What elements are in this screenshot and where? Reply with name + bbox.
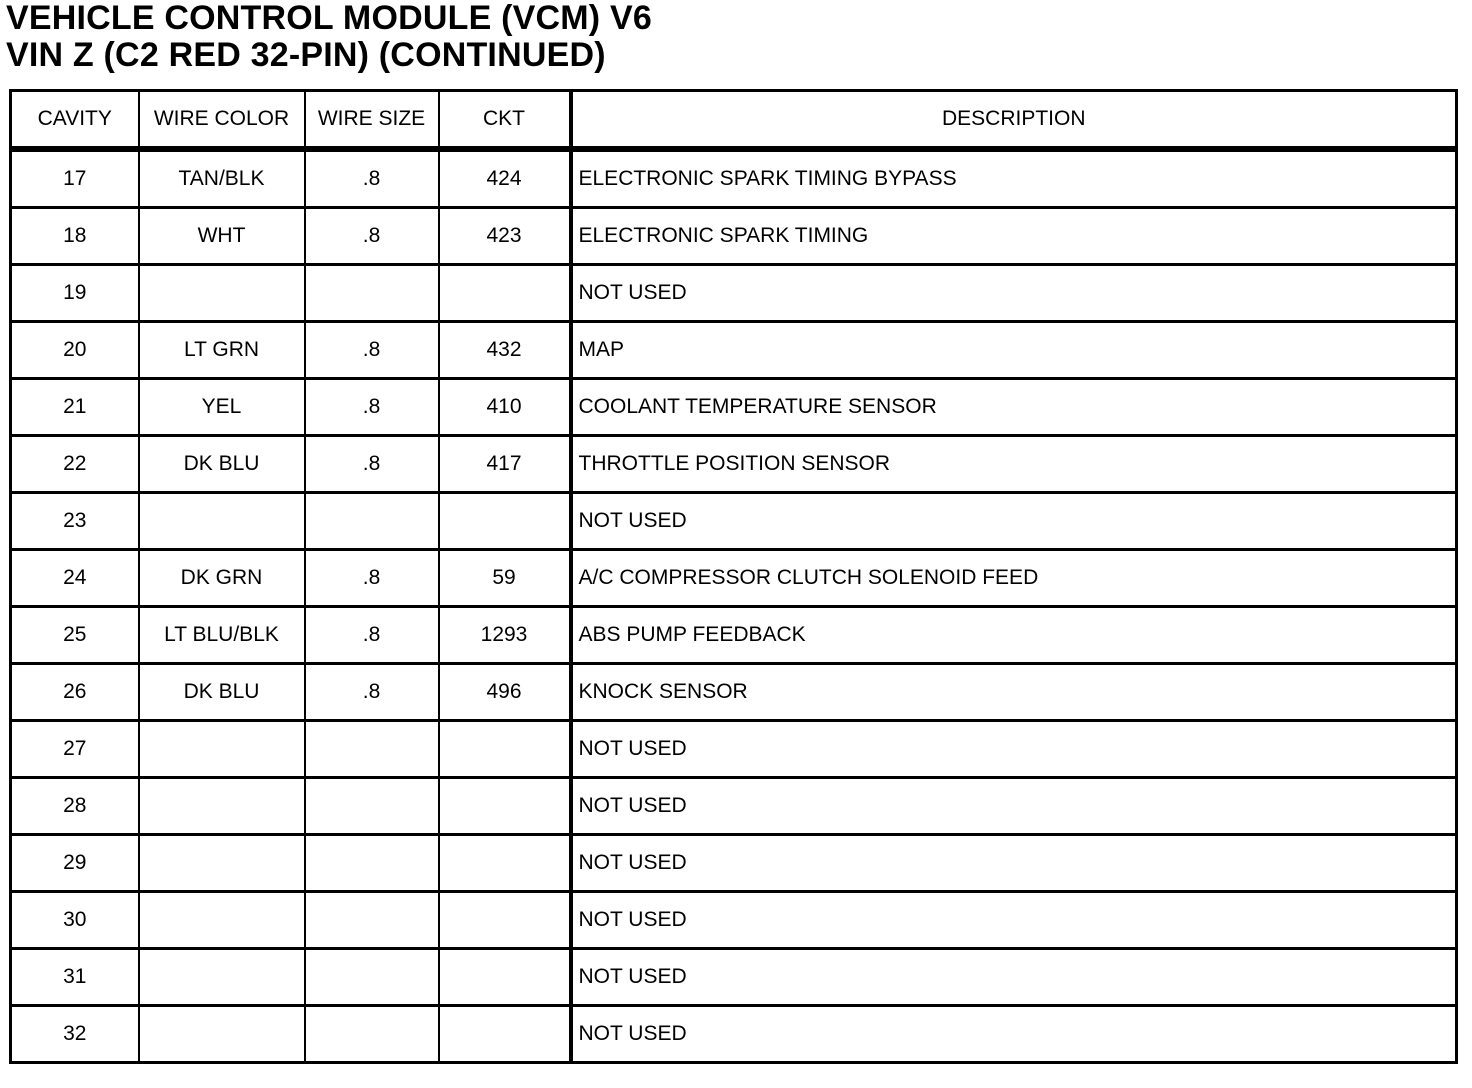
cell-description: NOT USED bbox=[571, 892, 1457, 949]
cell-wire-size: .8 bbox=[305, 550, 439, 607]
cell-description: KNOCK SENSOR bbox=[571, 664, 1457, 721]
cell-description: NOT USED bbox=[571, 949, 1457, 1006]
cell-description: ELECTRONIC SPARK TIMING bbox=[571, 208, 1457, 265]
cell-wire-size bbox=[305, 778, 439, 835]
table-row bbox=[11, 436, 1457, 493]
cell-ckt: 410 bbox=[439, 379, 571, 436]
cell-wire-size: .8 bbox=[305, 208, 439, 265]
table-row bbox=[11, 1006, 1457, 1063]
cell-description: ELECTRONIC SPARK TIMING BYPASS bbox=[571, 149, 1457, 208]
cell-wire-color: DK BLU bbox=[139, 664, 305, 721]
cell-cavity: 23 bbox=[11, 493, 139, 550]
cell-wire-size: .8 bbox=[305, 664, 439, 721]
table-row bbox=[11, 208, 1457, 265]
table-row bbox=[11, 493, 1457, 550]
cell-cavity: 31 bbox=[11, 949, 139, 1006]
cell-description: NOT USED bbox=[571, 835, 1457, 892]
cell-ckt bbox=[439, 493, 571, 550]
table-row bbox=[11, 892, 1457, 949]
cell-description: ABS PUMP FEEDBACK bbox=[571, 607, 1457, 664]
header-ckt: CKT bbox=[439, 91, 571, 150]
page-title bbox=[6, 0, 652, 74]
cell-wire-color bbox=[139, 892, 305, 949]
cell-ckt: 423 bbox=[439, 208, 571, 265]
cell-wire-color: DK BLU bbox=[139, 436, 305, 493]
cell-cavity: 22 bbox=[11, 436, 139, 493]
header-wire-color: WIRE COLOR bbox=[139, 91, 305, 150]
cell-wire-size: .8 bbox=[305, 436, 439, 493]
cell-cavity: 21 bbox=[11, 379, 139, 436]
cell-ckt: 424 bbox=[439, 149, 571, 208]
cell-ckt bbox=[439, 1006, 571, 1063]
cell-description: COOLANT TEMPERATURE SENSOR bbox=[571, 379, 1457, 436]
table-row bbox=[11, 550, 1457, 607]
cell-ckt: 496 bbox=[439, 664, 571, 721]
cell-cavity: 18 bbox=[11, 208, 139, 265]
table-row bbox=[11, 949, 1457, 1006]
cell-ckt bbox=[439, 835, 571, 892]
cell-ckt bbox=[439, 892, 571, 949]
cell-wire-color: DK GRN bbox=[139, 550, 305, 607]
cell-description: THROTTLE POSITION SENSOR bbox=[571, 436, 1457, 493]
header-cavity: CAVITY bbox=[11, 91, 139, 150]
cell-description: MAP bbox=[571, 322, 1457, 379]
table-row bbox=[11, 322, 1457, 379]
cell-ckt: 1293 bbox=[439, 607, 571, 664]
cell-wire-size: .8 bbox=[305, 149, 439, 208]
cell-ckt: 432 bbox=[439, 322, 571, 379]
cell-wire-color bbox=[139, 721, 305, 778]
cell-description: NOT USED bbox=[571, 1006, 1457, 1063]
cell-wire-color bbox=[139, 493, 305, 550]
cell-cavity: 28 bbox=[11, 778, 139, 835]
title-line-2: VIN Z (C2 RED 32-PIN) (CONTINUED) bbox=[6, 36, 606, 74]
header-wire-size: WIRE SIZE bbox=[305, 91, 439, 150]
cell-cavity: 17 bbox=[11, 149, 139, 208]
cell-wire-size bbox=[305, 265, 439, 322]
table-body bbox=[11, 149, 1457, 1063]
cell-ckt: 417 bbox=[439, 436, 571, 493]
cell-wire-color bbox=[139, 835, 305, 892]
cell-wire-size: .8 bbox=[305, 607, 439, 664]
table-row bbox=[11, 607, 1457, 664]
cell-cavity: 20 bbox=[11, 322, 139, 379]
table-row bbox=[11, 835, 1457, 892]
cell-description: NOT USED bbox=[571, 493, 1457, 550]
cell-wire-size bbox=[305, 493, 439, 550]
cell-description: NOT USED bbox=[571, 778, 1457, 835]
cell-wire-color: TAN/BLK bbox=[139, 149, 305, 208]
cell-ckt bbox=[439, 721, 571, 778]
table-row bbox=[11, 149, 1457, 208]
cell-wire-size: .8 bbox=[305, 322, 439, 379]
cell-cavity: 30 bbox=[11, 892, 139, 949]
cell-description: NOT USED bbox=[571, 265, 1457, 322]
cell-wire-color: WHT bbox=[139, 208, 305, 265]
cell-cavity: 26 bbox=[11, 664, 139, 721]
cell-wire-color bbox=[139, 778, 305, 835]
cell-cavity: 29 bbox=[11, 835, 139, 892]
cell-wire-size bbox=[305, 1006, 439, 1063]
cell-wire-size: .8 bbox=[305, 379, 439, 436]
title-line-1: VEHICLE CONTROL MODULE (VCM) V6 bbox=[6, 0, 652, 37]
cell-ckt bbox=[439, 949, 571, 1006]
cell-description: A/C COMPRESSOR CLUTCH SOLENOID FEED bbox=[571, 550, 1457, 607]
cell-cavity: 19 bbox=[11, 265, 139, 322]
cell-wire-size bbox=[305, 721, 439, 778]
cell-wire-size bbox=[305, 892, 439, 949]
cell-wire-size bbox=[305, 949, 439, 1006]
table-row bbox=[11, 778, 1457, 835]
cell-cavity: 24 bbox=[11, 550, 139, 607]
cell-cavity: 32 bbox=[11, 1006, 139, 1063]
table-header bbox=[11, 91, 1457, 150]
cell-wire-color: LT BLU/BLK bbox=[139, 607, 305, 664]
table-row bbox=[11, 265, 1457, 322]
table-row bbox=[11, 721, 1457, 778]
cell-wire-color: LT GRN bbox=[139, 322, 305, 379]
header-description: DESCRIPTION bbox=[571, 91, 1457, 150]
cell-wire-color bbox=[139, 1006, 305, 1063]
cell-cavity: 25 bbox=[11, 607, 139, 664]
cell-ckt bbox=[439, 265, 571, 322]
cell-wire-color bbox=[139, 265, 305, 322]
cell-ckt: 59 bbox=[439, 550, 571, 607]
header-row bbox=[11, 91, 1457, 150]
connector-pin-table bbox=[9, 89, 1458, 1064]
cell-ckt bbox=[439, 778, 571, 835]
table-row bbox=[11, 664, 1457, 721]
table-row bbox=[11, 379, 1457, 436]
cell-cavity: 27 bbox=[11, 721, 139, 778]
cell-wire-color bbox=[139, 949, 305, 1006]
cell-wire-size bbox=[305, 835, 439, 892]
cell-wire-color: YEL bbox=[139, 379, 305, 436]
cell-description: NOT USED bbox=[571, 721, 1457, 778]
